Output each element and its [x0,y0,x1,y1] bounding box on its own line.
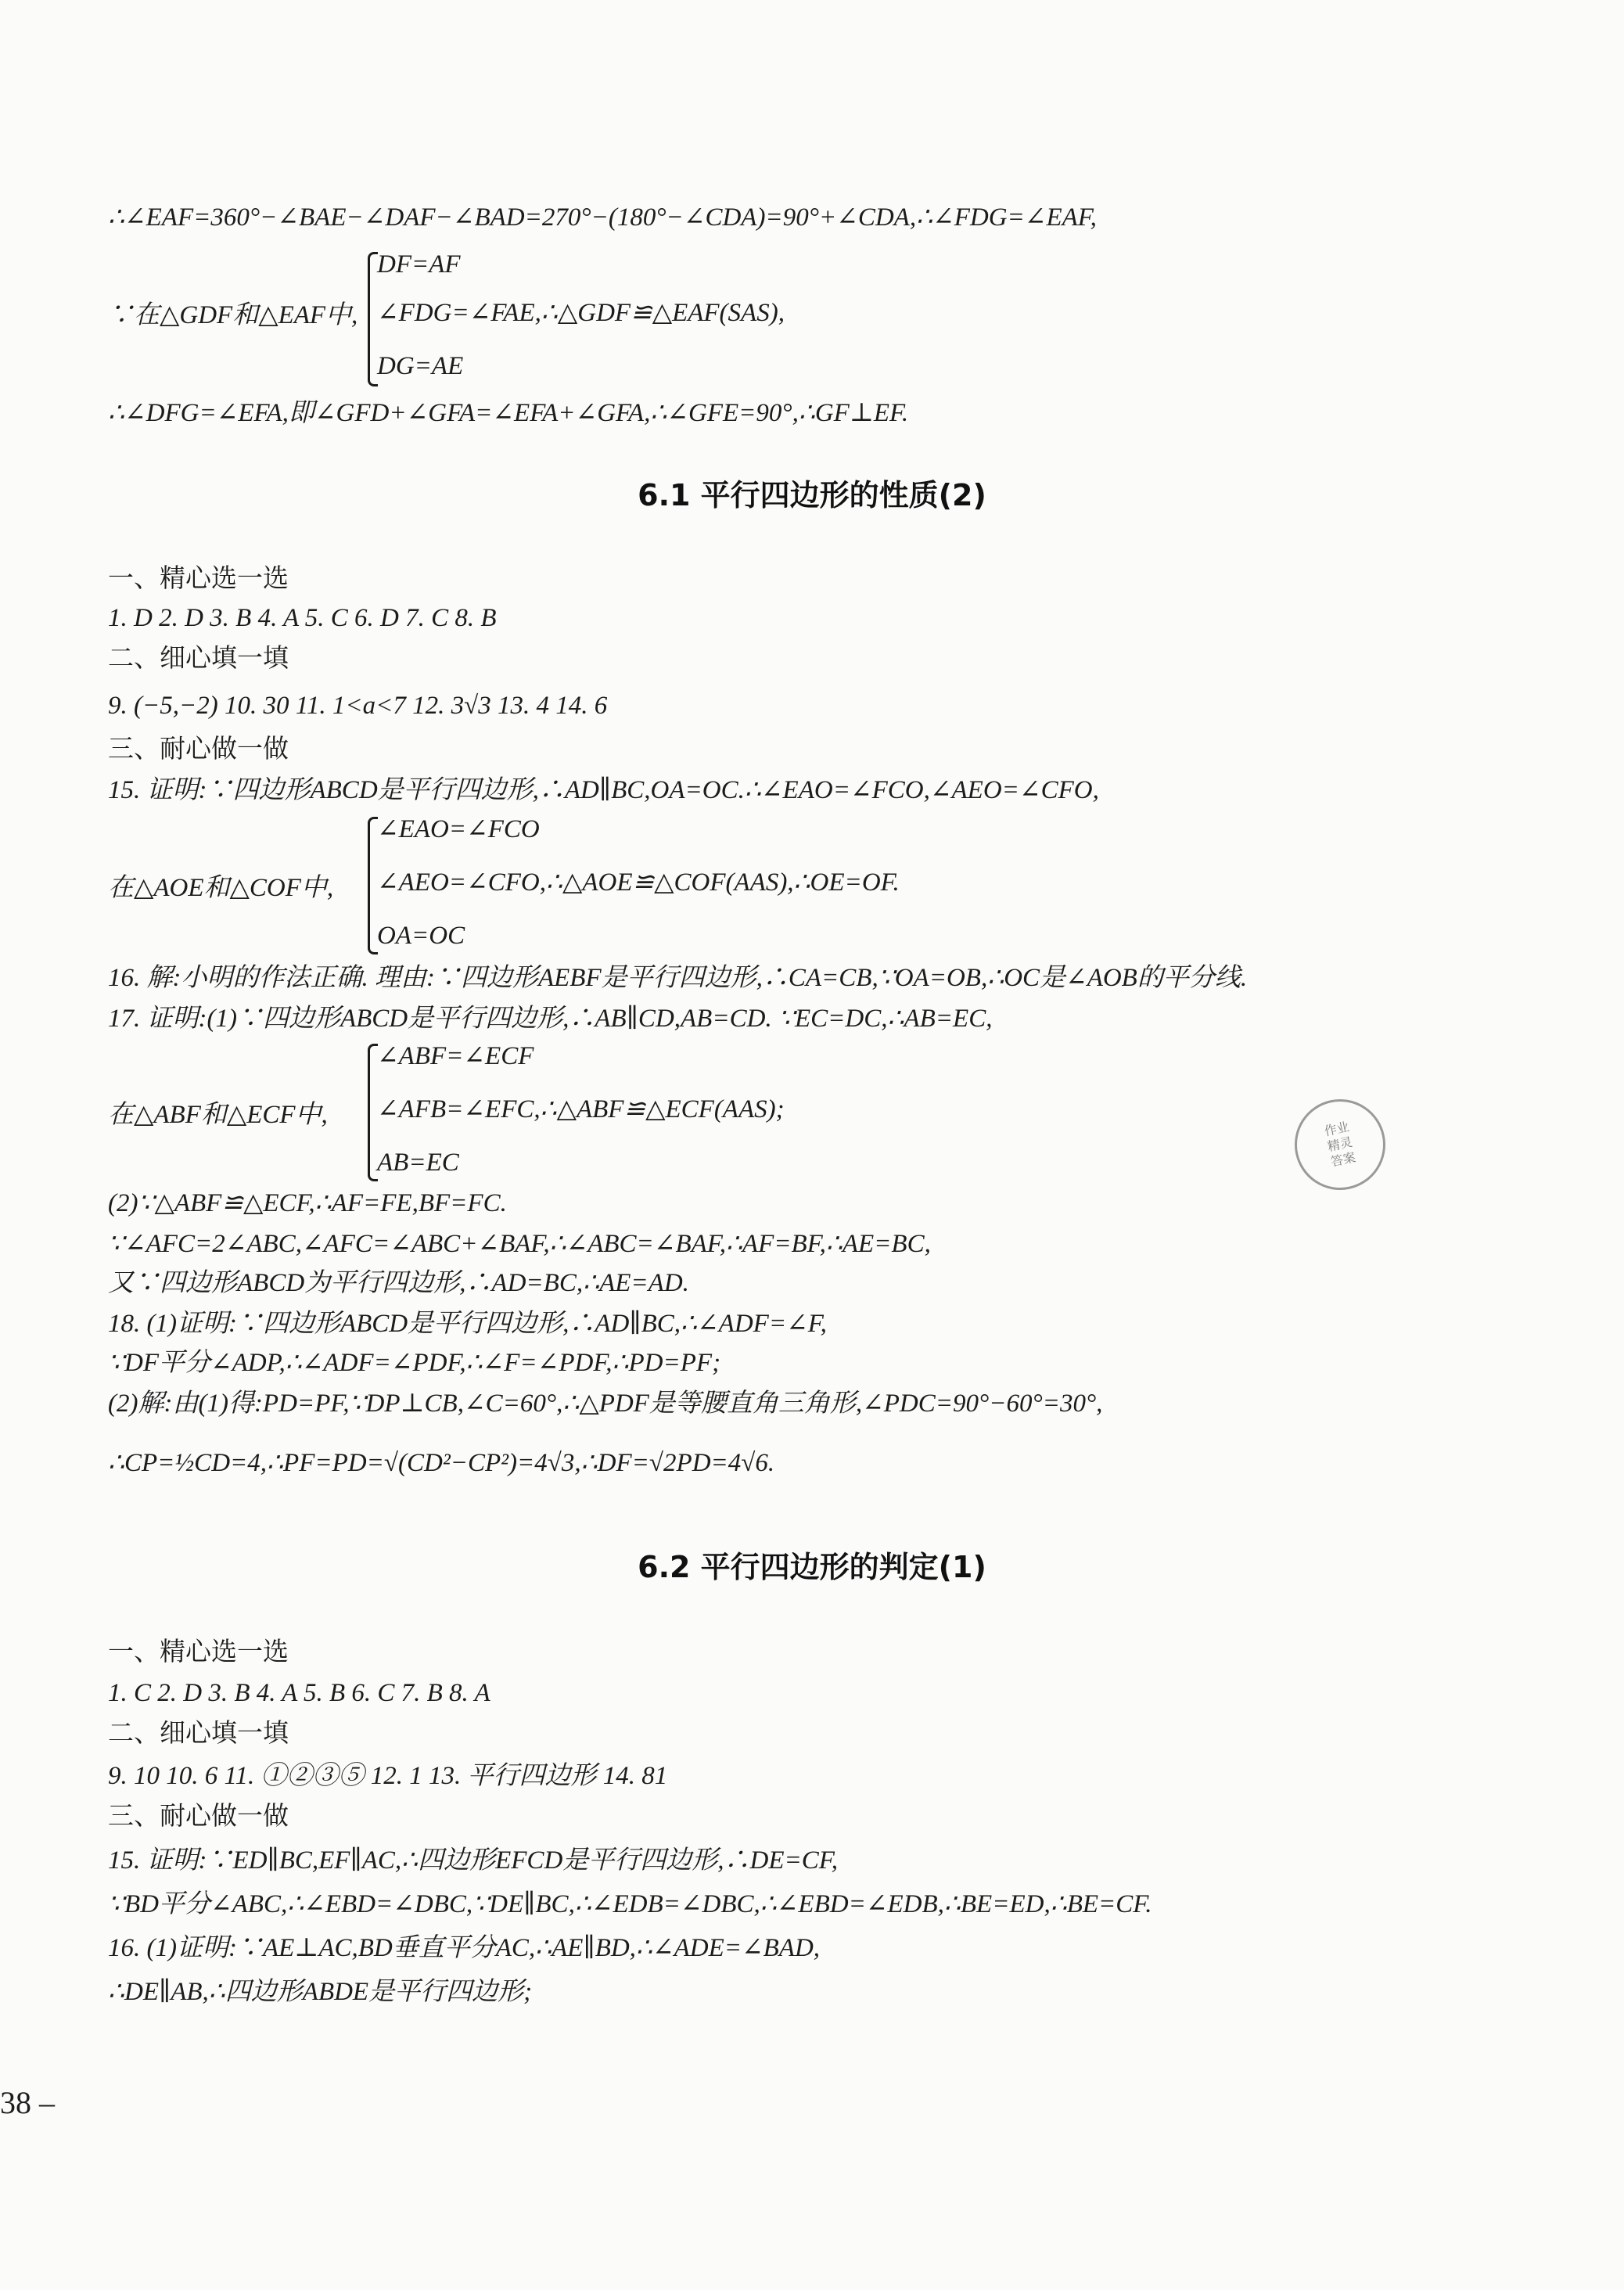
section-title: 6.1 平行四边形的性质(2) [638,478,986,512]
brace-condition: ∠AFB=∠EFC,∴△ABF≌△ECF(AAS); [377,1095,785,1123]
brace-label: 在△ABF和△ECF中, [108,1101,328,1129]
section-title: 6.2 平行四边形的判定(1) [638,1550,986,1584]
brace-system [108,814,1203,954]
subsection-heading: 二、细心填一填 [108,645,289,673]
subsection-heading: 三、耐心做一做 [108,1803,289,1831]
answer-line: 1. D 2. D 3. B 4. A 5. C 6. D 7. C 8. B [108,604,497,632]
proof-line: (2)解:由(1)得:PD=PF,∵DP⊥CB,∠C=60°,∴△PDF是等腰直角三角形,∠PDC=90°−60°=30°, [108,1389,1103,1418]
brace-condition: DF=AF [377,250,461,279]
brace-system [108,249,1203,390]
proof-line: ∵∠AFC=2∠ABC,∠AFC=∠ABC+∠BAF,∴∠ABC=∠BAF,∴AF=BF,∴AE=BC, [108,1230,931,1258]
proof-line: 又∵四边形ABCD为平行四边形,∴AD=BC,∴AE=AD. [108,1269,689,1297]
brace-condition: ∠EAO=∠FCO [377,815,540,843]
answer-line: 9. 10 10. 6 11. ①②③⑤ 12. 1 13. 平行四边形 14. 81 [108,1762,668,1790]
page-number: 38 – [0,2085,55,2120]
brace-condition: ∠AEO=∠CFO,∴△AOE≌△COF(AAS),∴OE=OF. [377,868,900,897]
subsection-heading: 一、精心选一选 [108,565,289,593]
homework-stamp-icon: 作业 精灵 答案 [1286,1091,1394,1199]
brace-condition: AB=EC [377,1149,459,1177]
proof-line: ∴∠DFG=∠EFA,即∠GFD+∠GFA=∠EFA+∠GFA,∴∠GFE=90°,∴GF⊥EF. [108,399,909,427]
proof-line: ∵BD平分∠ABC,∴∠EBD=∠DBC,∵DE∥BC,∴∠EDB=∠DBC,∴∠EBD=∠EDB,∴BE=ED,∴BE=CF. [108,1890,1152,1918]
brace-condition: ∠FDG=∠FAE,∴△GDF≌△EAF(SAS), [377,299,785,327]
proof-line: (2)∵△ABF≌△ECF,∴AF=FE,BF=FC. [108,1189,507,1217]
proof-line: 15. 证明:∵四边形ABCD是平行四边形,∴AD∥BC,OA=OC.∴∠EAO=∠FCO,∠AEO=∠CFO, [108,776,1099,804]
proof-line: 16. (1)证明:∵AE⊥AC,BD垂直平分AC,∴AE∥BD,∴∠ADE=∠BAD, [108,1934,821,1962]
brace-label: ∵在△GDF和△EAF中, [108,301,358,329]
answer-line: 9. (−5,−2) 10. 30 11. 1<a<7 12. 3√3 13. 4 14. 6 [108,692,608,720]
subsection-heading: 一、精心选一选 [108,1638,289,1666]
proof-line: 18. (1)证明:∵四边形ABCD是平行四边形,∴AD∥BC,∴∠ADF=∠F, [108,1310,827,1338]
subsection-heading: 三、耐心做一做 [108,735,289,764]
proof-line: ∴DE∥AB,∴四边形ABDE是平行四边形; [108,1978,533,2006]
proof-line: ∴CP=½CD=4,∴PF=PD=√(CD²−CP²)=4√3,∴DF=√2PD=4√6. [108,1449,775,1477]
proof-line: ∴∠EAF=360°−∠BAE−∠DAF−∠BAD=270°−(180°−∠CDA)=90°+∠CDA,∴∠FDG=∠EAF, [108,203,1097,232]
proof-line: 17. 证明:(1)∵四边形ABCD是平行四边形,∴AB∥CD,AB=CD. ∵EC=DC,∴AB=EC, [108,1005,993,1033]
brace-label: 在△AOE和△COF中, [108,874,334,902]
answer-line: 1. C 2. D 3. B 4. A 5. B 6. C 7. B 8. A [108,1679,490,1707]
brace-system [108,1041,1203,1181]
brace-condition: DG=AE [377,352,464,380]
proof-line: 15. 证明:∵ED∥BC,EF∥AC,∴四边形EFCD是平行四边形,∴DE=CF, [108,1846,838,1875]
proof-line: 16. 解:小明的作法正确. 理由:∵四边形AEBF是平行四边形,∴CA=CB,∵OA=OB,∴OC是∠AOB的平分线. [108,964,1248,992]
brace-condition: ∠ABF=∠ECF [377,1042,534,1070]
subsection-heading: 二、细心填一填 [108,1720,289,1748]
proof-line: ∵DF平分∠ADP,∴∠ADF=∠PDF,∴∠F=∠PDF,∴PD=PF; [108,1349,721,1377]
brace-condition: OA=OC [377,922,465,950]
